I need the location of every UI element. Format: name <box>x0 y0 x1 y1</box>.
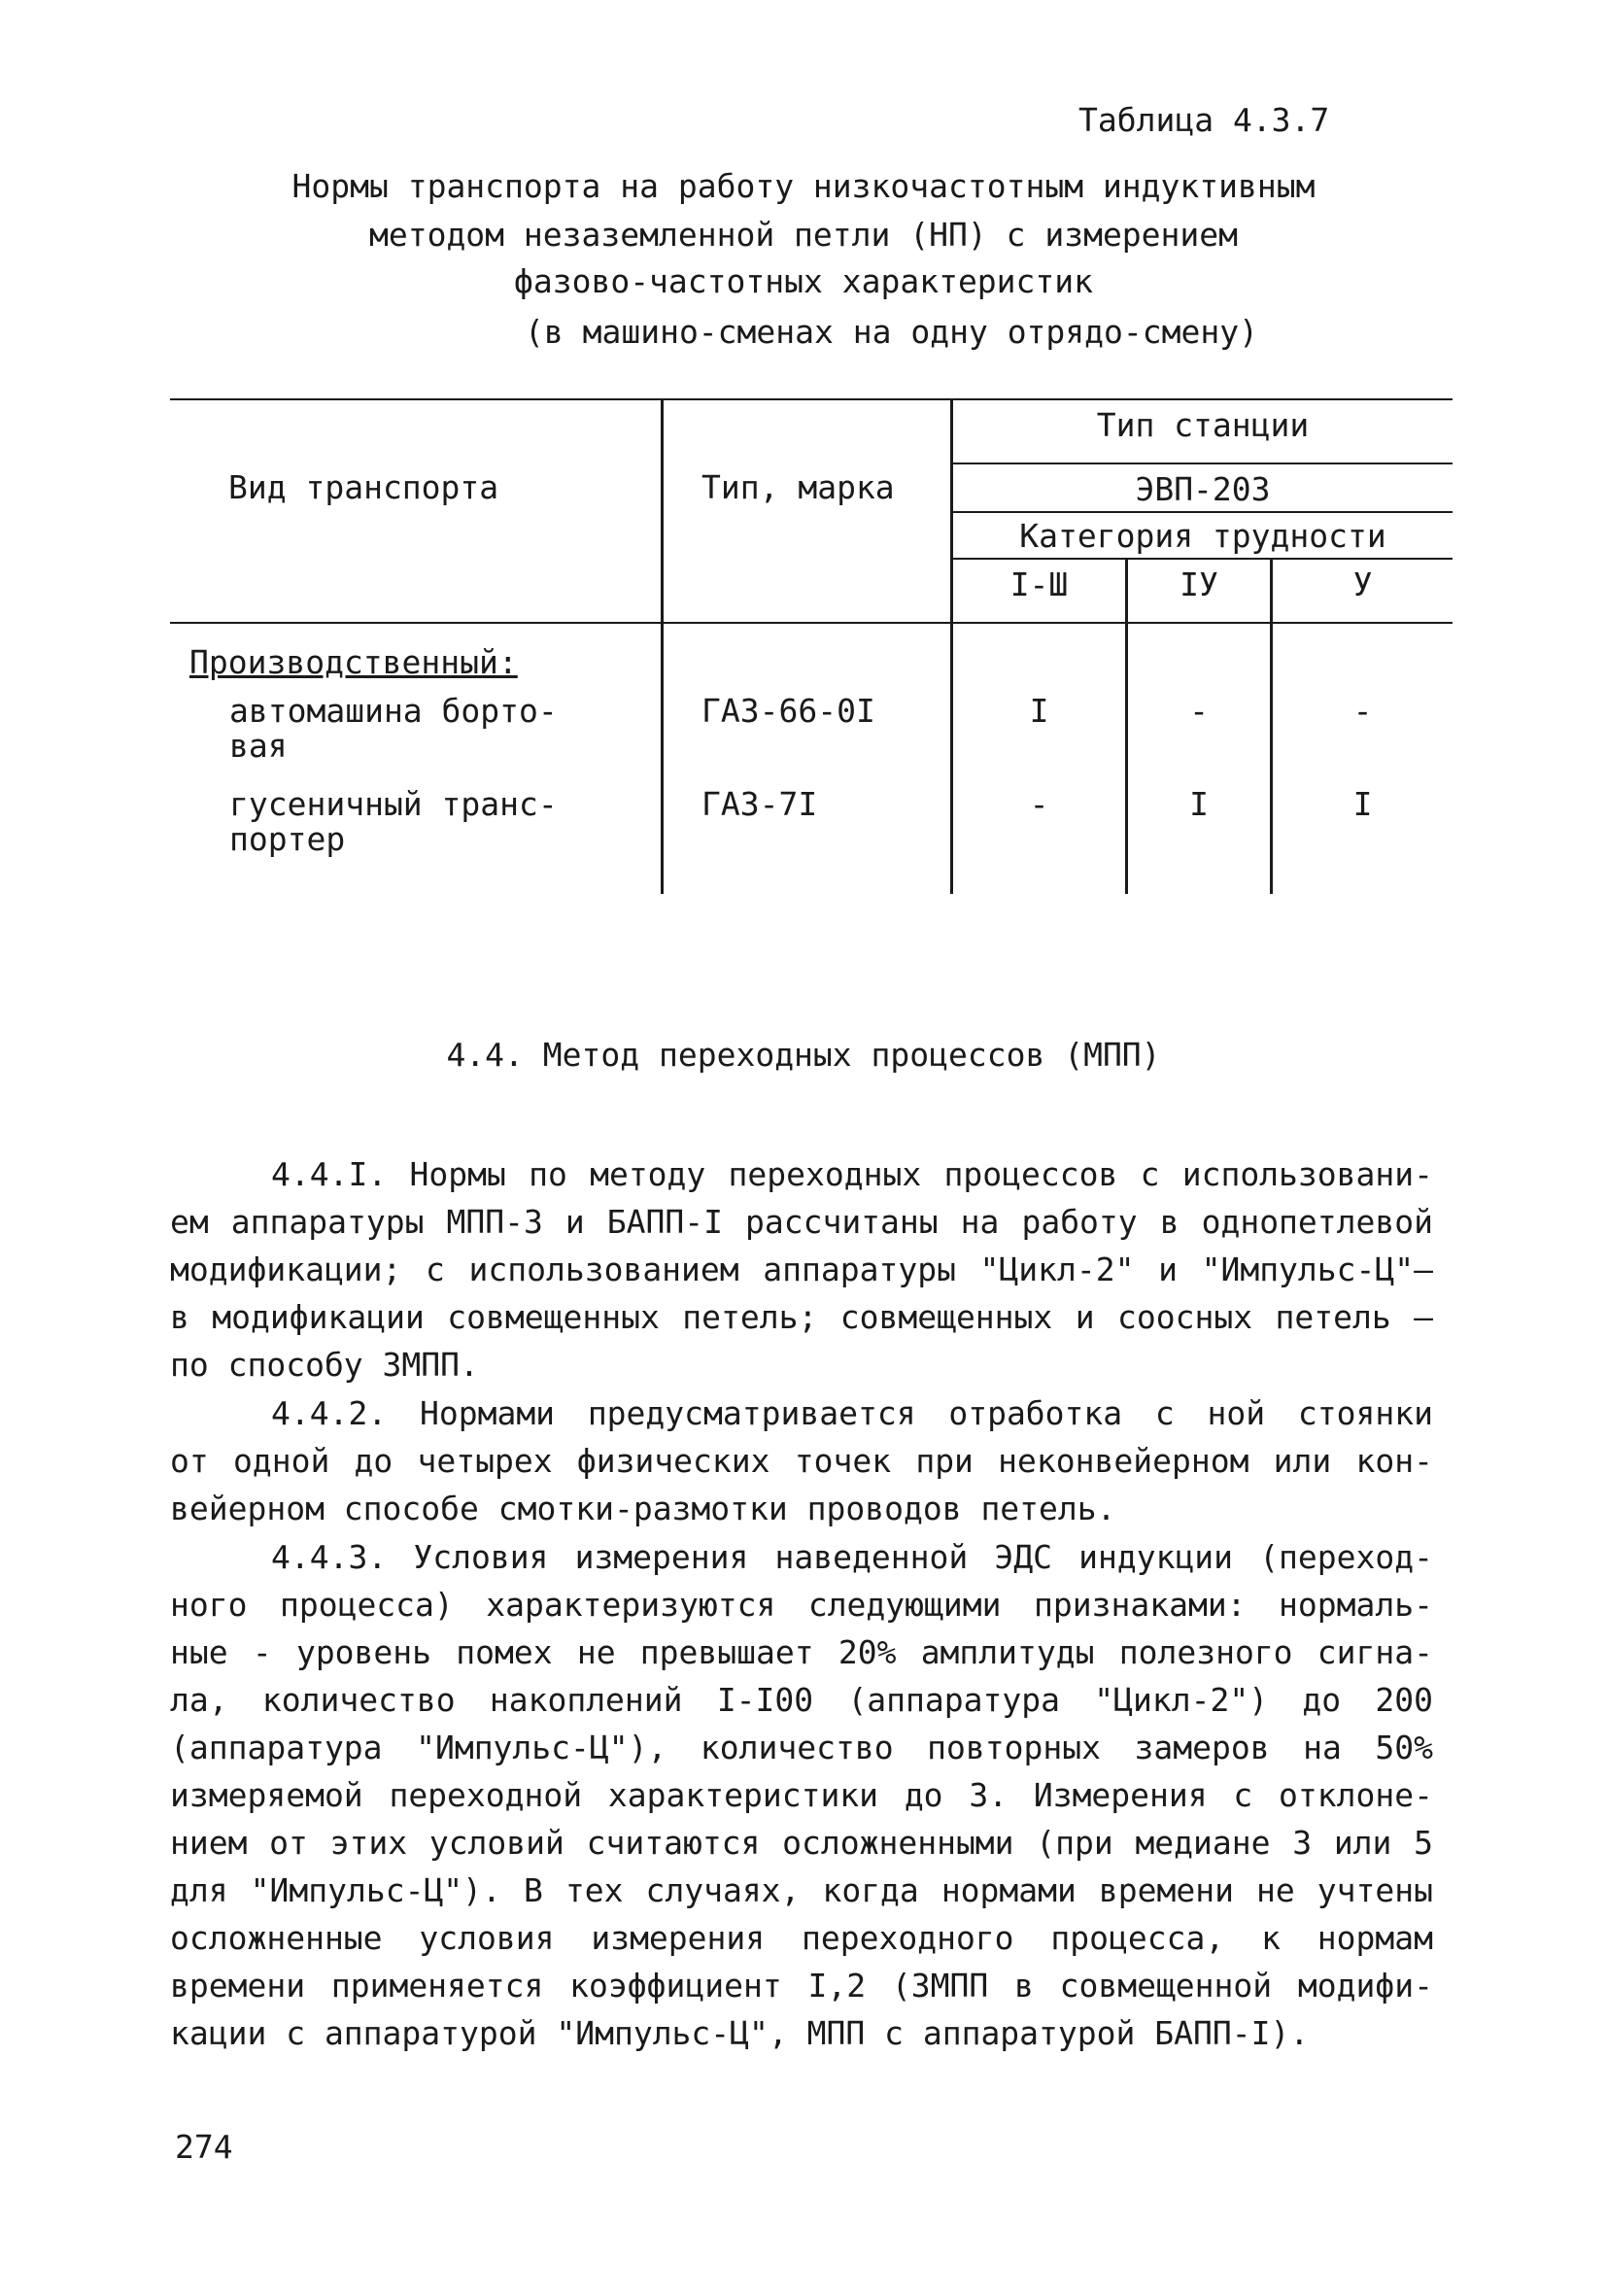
paragraph-line: 4.4.I. Нормы по методу переходных процессов с использовани- <box>271 1155 1433 1193</box>
table-title-line-2: методом незаземленной петли (НП) с измерением <box>368 216 1239 254</box>
paragraph-line: для "Импульс-Ц"). В тех случаях, когда нормами времени не учтены <box>170 1871 1433 1909</box>
paragraph-line: кации с аппаратурой "Импульс-Ц", МПП с аппаратурой БАПП-I). <box>170 2014 1310 2052</box>
paragraph-line: ного процесса) характеризуются следующими признаками: нормаль- <box>170 1586 1433 1624</box>
row-1-name-line-1: автомашина борто- <box>229 692 558 730</box>
row-2-name-line-1: гусеничный транс- <box>229 785 558 823</box>
col-divider-1 <box>661 400 664 894</box>
header-transport: Вид транспорта <box>228 468 499 506</box>
header-station-type: Тип станции <box>1096 406 1310 444</box>
paragraph-4-4-3 <box>170 1533 1433 2057</box>
paragraph-line: осложненные условия измерения переходного процесса, к нормам <box>170 1919 1433 1957</box>
row-1-cat-1: I <box>1029 692 1049 730</box>
table-top-rule <box>170 398 1453 400</box>
page-number: 274 <box>175 2128 233 2166</box>
row-2-cat-2: I <box>1189 785 1209 823</box>
header-station: ЭВП-203 <box>1135 470 1271 508</box>
paragraph-line: 4.4.2. Нормами предусматривается отработка с ной стоянки <box>271 1394 1433 1432</box>
group-label: Производственный: <box>189 643 518 681</box>
paragraph-line: ные - уровень помех не превышает 20% амплитуды полезного сигна- <box>170 1633 1433 1671</box>
paragraph-line: измеряемой переходной характеристики до 3. Измерения с отклоне- <box>170 1776 1433 1814</box>
paragraph-line: от одной до четырех физических точек при неконвейерном или кон- <box>170 1442 1433 1480</box>
paragraph-line: нием от этих условий считаются осложненными (при медиане 3 или 5 <box>170 1824 1433 1862</box>
paragraph-line: ем аппаратуры МПП-3 и БАПП-I рассчитаны на работу в однопетлевой <box>170 1203 1433 1241</box>
row-2-name-line-2: портер <box>229 820 346 858</box>
header-bottom-rule <box>170 622 1453 624</box>
table-title-line-1: Нормы транспорта на работу низкочастотным индуктивным <box>291 167 1316 205</box>
row-2-brand: ГАЗ-7I <box>701 785 818 823</box>
table-title-line-4: (в машино-сменах на одну отрядо-смену) <box>525 313 1258 351</box>
paragraph-4-4-2 <box>170 1389 1433 1532</box>
paragraph-line: в модификации совмещенных петель; совмещенных и соосных петель – <box>170 1298 1433 1336</box>
station-name-rule <box>950 511 1453 513</box>
row-2-cat-3: I <box>1352 785 1373 823</box>
row-1-brand: ГАЗ-66-0I <box>701 692 875 730</box>
header-cat-1: I-Ш <box>1009 565 1069 603</box>
row-2-cat-1: - <box>1029 785 1049 823</box>
table-title-line-3: фазово-частотных характеристик <box>513 262 1094 300</box>
section-title: 4.4. Метод переходных процессов (МПП) <box>446 1036 1161 1074</box>
station-rule <box>950 463 1453 464</box>
row-1-cat-2: - <box>1189 692 1209 730</box>
table-label: Таблица 4.3.7 <box>1078 101 1330 139</box>
paragraph-line: по способу ЗМПП. <box>170 1346 479 1384</box>
row-1-name-line-2: вая <box>229 727 288 765</box>
paragraph-line: ла, количество накоплений I-I00 (аппаратура "Цикл-2") до 200 <box>170 1681 1433 1719</box>
paragraph-line: (аппаратура "Импульс-Ц"), количество повторных замеров на 50% <box>170 1729 1433 1766</box>
paragraph-4-4-1 <box>170 1150 1433 1388</box>
row-1-cat-3: - <box>1352 692 1373 730</box>
paragraph-line: модификации; с использованием аппаратуры "Цикл-2" и "Импульс-Ц"– <box>170 1251 1433 1288</box>
header-cat-3: У <box>1352 565 1373 603</box>
category-rule <box>950 558 1453 560</box>
paragraph-line: времени применяется коэффициент I,2 (ЗМПП в совмещенной модифи- <box>170 1967 1433 2005</box>
header-category: Категория трудности <box>1019 517 1386 555</box>
header-brand: Тип, марка <box>701 468 895 506</box>
header-cat-2: IУ <box>1180 565 1218 603</box>
paragraph-line: 4.4.3. Условия измерения наведенной ЭДС индукции (переход- <box>271 1538 1433 1576</box>
paragraph-line: вейерном способе смотки-размотки проводов петель. <box>170 1490 1116 1527</box>
